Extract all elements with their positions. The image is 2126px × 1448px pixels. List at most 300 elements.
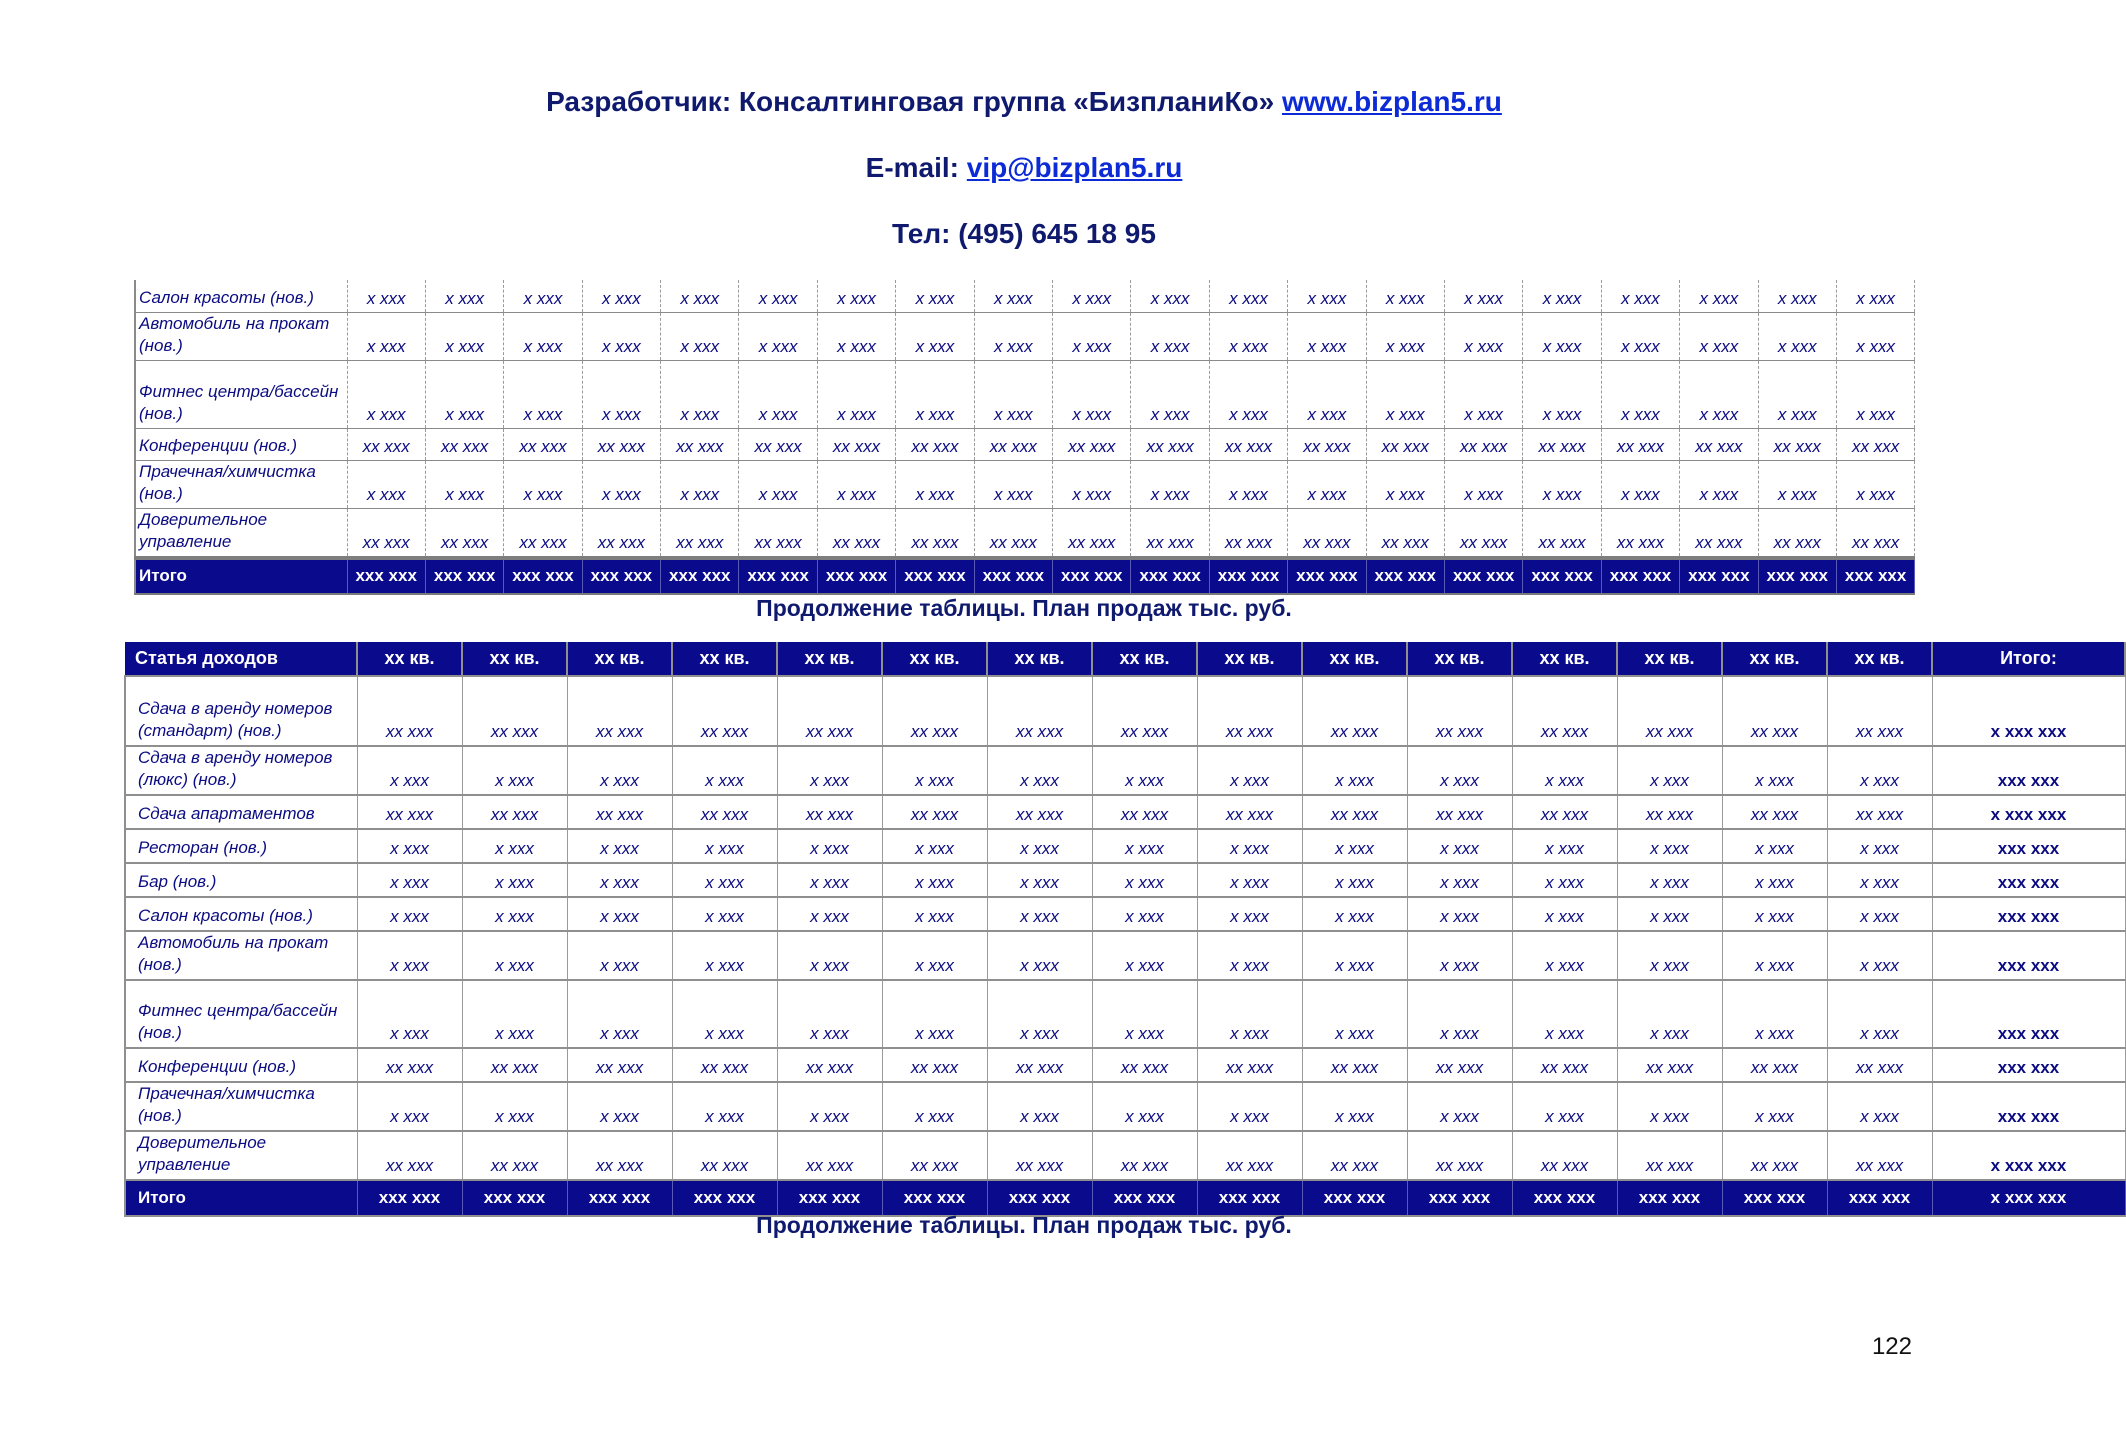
cell-value: xx xxx [672,1048,777,1082]
cell-value: x xxx [1131,460,1209,508]
total-value: xxx xxx [1444,558,1522,594]
cell-value: x xxx [672,1082,777,1131]
cell-value: x xxx [567,746,672,795]
cell-value: x xxx [1836,360,1914,428]
total-value: xxx xxx [672,1180,777,1216]
row-total: xxx xxx [1932,863,2125,897]
cell-value: x xxx [347,460,425,508]
cell-value: x xxx [974,460,1052,508]
cell-value: x xxx [347,280,425,312]
cell-value: xx xxx [347,508,425,558]
table-row [125,931,2125,980]
page-number: 122 [1871,1333,1912,1360]
cell-value: x xxx [672,829,777,863]
cell-value: x xxx [1366,280,1444,312]
cell-value: x xxx [1722,897,1827,931]
total-row [125,1180,2125,1216]
cell-value: xx xxx [1197,1048,1302,1082]
cell-value: x xxx [1512,746,1617,795]
cell-value: x xxx [896,360,974,428]
cell-value: xx xxx [882,795,987,829]
cell-value: x xxx [462,829,567,863]
cell-value: x xxx [1680,280,1758,312]
cell-value: xx xxx [777,1131,882,1180]
cell-value: x xxx [567,931,672,980]
cell-value: xx xxx [1407,1131,1512,1180]
cell-value: x xxx [1601,360,1679,428]
cell-value: xx xxx [567,1131,672,1180]
column-header-quarter: xx кв. [357,642,462,676]
cell-value: x xxx [1302,1082,1407,1131]
cell-value: x xxx [1092,980,1197,1048]
cell-value: xx xxx [462,1048,567,1082]
cell-value: x xxx [1288,360,1366,428]
cell-value: xx xxx [896,508,974,558]
cell-value: xx xxx [672,795,777,829]
cell-value: x xxx [739,460,817,508]
cell-value: x xxx [1836,460,1914,508]
total-value: xxx xxx [425,558,503,594]
cell-value: xx xxx [1722,1131,1827,1180]
cell-value: xx xxx [347,428,425,460]
cell-value: x xxx [777,1082,882,1131]
cell-value: xx xxx [1827,795,1932,829]
cell-value: xx xxx [1722,795,1827,829]
cell-value: x xxx [1827,980,1932,1048]
cell-value: xx xxx [1617,795,1722,829]
cell-value: x xxx [1197,931,1302,980]
website-link[interactable]: www.bizplan5.ru [1282,86,1502,117]
cell-value: xx xxx [987,795,1092,829]
cell-value: xx xxx [777,795,882,829]
cell-value: xx xxx [739,428,817,460]
cell-value: xx xxx [567,1048,672,1082]
cell-value: xx xxx [1366,428,1444,460]
cell-value: x xxx [504,312,582,360]
email-label: E-mail: [865,152,959,183]
row-total: xxx xxx [1932,829,2125,863]
cell-value: xx xxx [1288,428,1366,460]
column-header-quarter: xx кв. [1512,642,1617,676]
total-row [135,558,1915,594]
cell-value: xx xxx [1053,428,1131,460]
cell-value: x xxx [357,1082,462,1131]
table-row [125,1131,2125,1180]
cell-value: x xxx [1288,312,1366,360]
cell-value: xx xxx [1722,676,1827,746]
cell-value: xx xxx [357,676,462,746]
cell-value: x xxx [1092,829,1197,863]
cell-value: xx xxx [1512,676,1617,746]
cell-value: xx xxx [1523,428,1601,460]
cell-value: x xxx [357,746,462,795]
cell-value: x xxx [462,1082,567,1131]
cell-value: x xxx [1366,460,1444,508]
cell-value: xx xxx [1197,676,1302,746]
cell-value: x xxx [1302,829,1407,863]
cell-value: xx xxx [462,1131,567,1180]
total-value: xxx xxx [1617,1180,1722,1216]
cell-value: x xxx [1523,312,1601,360]
cell-value: xx xxx [1758,428,1836,460]
cell-value: x xxx [1827,863,1932,897]
column-header-item: Статья доходов [125,642,357,676]
row-total: xxx xxx [1932,1082,2125,1131]
cell-value: xx xxx [1366,508,1444,558]
cell-value: x xxx [1827,897,1932,931]
cell-value: xx xxx [1131,428,1209,460]
total-label: Итого [135,558,347,594]
total-label: Итого [125,1180,357,1216]
cell-value: x xxx [1827,829,1932,863]
cell-value: xx xxx [357,1131,462,1180]
cell-value: x xxx [882,897,987,931]
cell-value: x xxx [661,460,739,508]
cell-value: xx xxx [1092,1048,1197,1082]
column-header-total: Итого: [1932,642,2125,676]
cell-value: x xxx [1131,360,1209,428]
cell-value: xx xxx [425,508,503,558]
cell-value: x xxx [1053,280,1131,312]
total-value: xxx xxx [1601,558,1679,594]
table-row [135,280,1915,312]
cell-value: xx xxx [1601,508,1679,558]
cell-value: xx xxx [1407,1048,1512,1082]
cell-value: x xxx [425,460,503,508]
cell-value: xx xxx [1836,428,1914,460]
cell-value: xx xxx [1407,676,1512,746]
cell-value: x xxx [739,280,817,312]
cell-value: x xxx [1601,280,1679,312]
cell-value: x xxx [1407,980,1512,1048]
cell-value: x xxx [1722,980,1827,1048]
row-total: xxx xxx [1932,1048,2125,1082]
total-value: xxx xxx [504,558,582,594]
cell-value: x xxx [567,1082,672,1131]
cell-value: x xxx [739,360,817,428]
cell-value: x xxx [462,746,567,795]
cell-value: xx xxx [1444,428,1522,460]
cell-value: x xxx [1131,280,1209,312]
cell-value: x xxx [1512,980,1617,1048]
cell-value: x xxx [987,897,1092,931]
cell-value: x xxx [462,863,567,897]
total-value: xxx xxx [1209,558,1287,594]
cell-value: xx xxx [672,676,777,746]
cell-value: x xxx [661,280,739,312]
cell-value: xx xxx [1836,508,1914,558]
row-label: Конференции (нов.) [135,428,347,460]
cell-value: xx xxx [1617,676,1722,746]
total-value: xxx xxx [1131,558,1209,594]
cell-value: x xxx [987,980,1092,1048]
column-header-quarter: xx кв. [777,642,882,676]
cell-value: x xxx [1288,460,1366,508]
cell-value: xx xxx [504,428,582,460]
table-caption: Продолжение таблицы. План продаж тыс. руб. [756,1212,1292,1238]
cell-value: x xxx [1209,280,1287,312]
cell-value: x xxx [567,829,672,863]
cell-value: x xxx [1407,1082,1512,1131]
cell-value: x xxx [1302,746,1407,795]
cell-value: xx xxx [582,428,660,460]
cell-value: x xxx [1512,931,1617,980]
cell-value: x xxx [1601,460,1679,508]
cell-value: x xxx [672,931,777,980]
row-label: Фитнес центра/бассейн (нов.) [125,980,357,1048]
cell-value: x xxx [1836,280,1914,312]
cell-value: xx xxx [1523,508,1601,558]
cell-value: x xxx [1053,312,1131,360]
table-row [125,829,2125,863]
cell-value: xx xxx [1092,1131,1197,1180]
cell-value: x xxx [567,863,672,897]
cell-value: x xxx [1197,746,1302,795]
total-value: xxx xxx [882,1180,987,1216]
cell-value: x xxx [777,931,882,980]
cell-value: x xxx [1444,460,1522,508]
row-label: Прачечная/химчистка (нов.) [125,1082,357,1131]
cell-value: xx xxx [1197,795,1302,829]
column-header-quarter: xx кв. [1722,642,1827,676]
total-value: xxx xxx [1512,1180,1617,1216]
table-row [135,428,1915,460]
cell-value: xx xxx [1827,1131,1932,1180]
cell-value: x xxx [1366,312,1444,360]
cell-value: x xxx [672,980,777,1048]
column-header-quarter: xx кв. [1407,642,1512,676]
cell-value: x xxx [882,746,987,795]
cell-value: x xxx [425,360,503,428]
row-label: Сдача в аренду номеров (люкс) (нов.) [125,746,357,795]
row-label: Бар (нов.) [125,863,357,897]
email-link[interactable]: vip@bizplan5.ru [966,152,1183,183]
row-label: Прачечная/химчистка (нов.) [135,460,347,508]
cell-value: xx xxx [462,676,567,746]
row-label: Автомобиль на прокат (нов.) [125,931,357,980]
total-value: xxx xxx [347,558,425,594]
cell-value: x xxx [1197,863,1302,897]
cell-value: x xxx [1758,460,1836,508]
cell-value: x xxx [1722,1082,1827,1131]
cell-value: x xxx [357,897,462,931]
cell-value: x xxx [1131,312,1209,360]
cell-value: x xxx [1617,931,1722,980]
cell-value: x xxx [1092,1082,1197,1131]
table-row [125,676,2125,746]
total-value: xxx xxx [974,558,1052,594]
cell-value: x xxx [1758,360,1836,428]
cell-value: x xxx [1209,360,1287,428]
cell-value: x xxx [882,829,987,863]
cell-value: x xxx [1617,897,1722,931]
cell-value: x xxx [504,460,582,508]
cell-value: xx xxx [1053,508,1131,558]
cell-value: xx xxx [1444,508,1522,558]
cell-value: x xxx [1302,980,1407,1048]
cell-value: x xxx [582,312,660,360]
row-label: Салон красоты (нов.) [135,280,347,312]
phone-line: Тел: (495) 645 18 95 [892,218,1156,249]
developer-line [0,86,2048,118]
column-header-quarter: xx кв. [882,642,987,676]
table-row [125,1048,2125,1082]
cell-value: x xxx [777,863,882,897]
cell-value: x xxx [817,280,895,312]
cell-value: xx xxx [1680,428,1758,460]
cell-value: x xxx [1512,829,1617,863]
cell-value: x xxx [1053,360,1131,428]
cell-value: x xxx [1758,280,1836,312]
cell-value: x xxx [1302,863,1407,897]
cell-value: xx xxx [1512,1131,1617,1180]
cell-value: xx xxx [357,1048,462,1082]
cell-value: x xxx [357,931,462,980]
cell-value: x xxx [1512,897,1617,931]
cell-value: xx xxx [817,428,895,460]
total-value: xxx xxx [1053,558,1131,594]
cell-value: x xxx [1680,460,1758,508]
cell-value: x xxx [882,863,987,897]
cell-value: x xxx [462,897,567,931]
cell-value: xx xxx [1827,676,1932,746]
cell-value: x xxx [582,280,660,312]
cell-value: x xxx [1680,312,1758,360]
cell-value: x xxx [1836,312,1914,360]
cell-value: x xxx [817,312,895,360]
cell-value: x xxx [777,897,882,931]
cell-value: x xxx [987,1082,1092,1131]
row-label: Сдача в аренду номеров (стандарт) (нов.) [125,676,357,746]
cell-value: x xxx [882,1082,987,1131]
cell-value: x xxx [462,980,567,1048]
cell-value: x xxx [1444,280,1522,312]
total-value: xxx xxx [1407,1180,1512,1216]
cell-value: xx xxx [777,1048,882,1082]
cell-value: x xxx [1197,980,1302,1048]
row-total: xxx xxx [1932,746,2125,795]
cell-value: x xxx [817,460,895,508]
total-value: xxx xxx [1366,558,1444,594]
row-label: Ресторан (нов.) [125,829,357,863]
row-total: xxx xxx [1932,980,2125,1048]
cell-value: xx xxx [1617,1048,1722,1082]
cell-value: x xxx [357,980,462,1048]
cell-value: x xxx [425,312,503,360]
table-row [125,863,2125,897]
email-line [0,152,2048,184]
total-value: xxx xxx [462,1180,567,1216]
cell-value: x xxx [1302,931,1407,980]
table-row [125,795,2125,829]
table-row [125,980,2125,1048]
cell-value: x xxx [1444,312,1522,360]
cell-value: x xxx [1722,863,1827,897]
cell-value: x xxx [1722,931,1827,980]
cell-value: x xxx [357,829,462,863]
cell-value: xx xxx [777,676,882,746]
cell-value: x xxx [582,360,660,428]
row-label: Фитнес центра/бассейн (нов.) [135,360,347,428]
cell-value: xx xxx [582,508,660,558]
cell-value: x xxx [987,863,1092,897]
table-row [125,1082,2125,1131]
cell-value: x xxx [1617,829,1722,863]
cell-value: x xxx [1617,863,1722,897]
column-header-quarter: xx кв. [1617,642,1722,676]
table-row [135,312,1915,360]
cell-value: x xxx [1407,897,1512,931]
cell-value: xx xxx [1302,795,1407,829]
cell-value: x xxx [1407,931,1512,980]
cell-value: x xxx [1722,829,1827,863]
total-value: xxx xxx [777,1180,882,1216]
cell-value: x xxx [582,460,660,508]
cell-value: x xxx [1288,280,1366,312]
cell-value: xx xxx [661,428,739,460]
cell-value: xx xxx [1512,1048,1617,1082]
table-caption: Продолжение таблицы. План продаж тыс. руб. [756,595,1292,621]
cell-value: x xxx [739,312,817,360]
cell-value: x xxx [1617,746,1722,795]
total-value: xxx xxx [1288,558,1366,594]
cell-value: x xxx [1758,312,1836,360]
cell-value: x xxx [1197,897,1302,931]
cell-value: x xxx [661,360,739,428]
cell-value: x xxx [1827,1082,1932,1131]
cell-value: x xxx [1617,980,1722,1048]
cell-value: x xxx [882,931,987,980]
cell-value: x xxx [1680,360,1758,428]
sales-plan-table [124,642,2126,1217]
cell-value: xx xxx [987,676,1092,746]
column-header-quarter: xx кв. [1302,642,1407,676]
total-value: xxx xxx [661,558,739,594]
cell-value: x xxx [974,280,1052,312]
row-total: x xxx xxx [1932,795,2125,829]
cell-value: x xxx [425,280,503,312]
cell-value: x xxx [896,460,974,508]
total-value: xxx xxx [1197,1180,1302,1216]
cell-value: xx xxx [1601,428,1679,460]
cell-value: x xxx [1197,1082,1302,1131]
cell-value: x xxx [1827,746,1932,795]
cell-value: x xxx [1523,460,1601,508]
total-value: xxx xxx [1722,1180,1827,1216]
cell-value: xx xxx [504,508,582,558]
cell-value: xx xxx [817,508,895,558]
cell-value: xx xxx [1197,1131,1302,1180]
cell-value: x xxx [777,980,882,1048]
table-row [135,460,1915,508]
cell-value: xx xxx [739,508,817,558]
total-value: xxx xxx [1836,558,1914,594]
cell-value: xx xxx [1302,676,1407,746]
cell-value: xx xxx [567,795,672,829]
cell-value: xx xxx [987,1048,1092,1082]
row-label: Конференции (нов.) [125,1048,357,1082]
cell-value: xx xxx [661,508,739,558]
row-total: xxx xxx [1932,897,2125,931]
row-total: x xxx xxx [1932,676,2125,746]
column-header-quarter: xx кв. [1197,642,1302,676]
cell-value: xx xxx [896,428,974,460]
row-label: Сдача апартаментов [125,795,357,829]
total-value: xxx xxx [1092,1180,1197,1216]
cell-value: xx xxx [1092,676,1197,746]
table-row [125,746,2125,795]
cell-value: x xxx [987,746,1092,795]
